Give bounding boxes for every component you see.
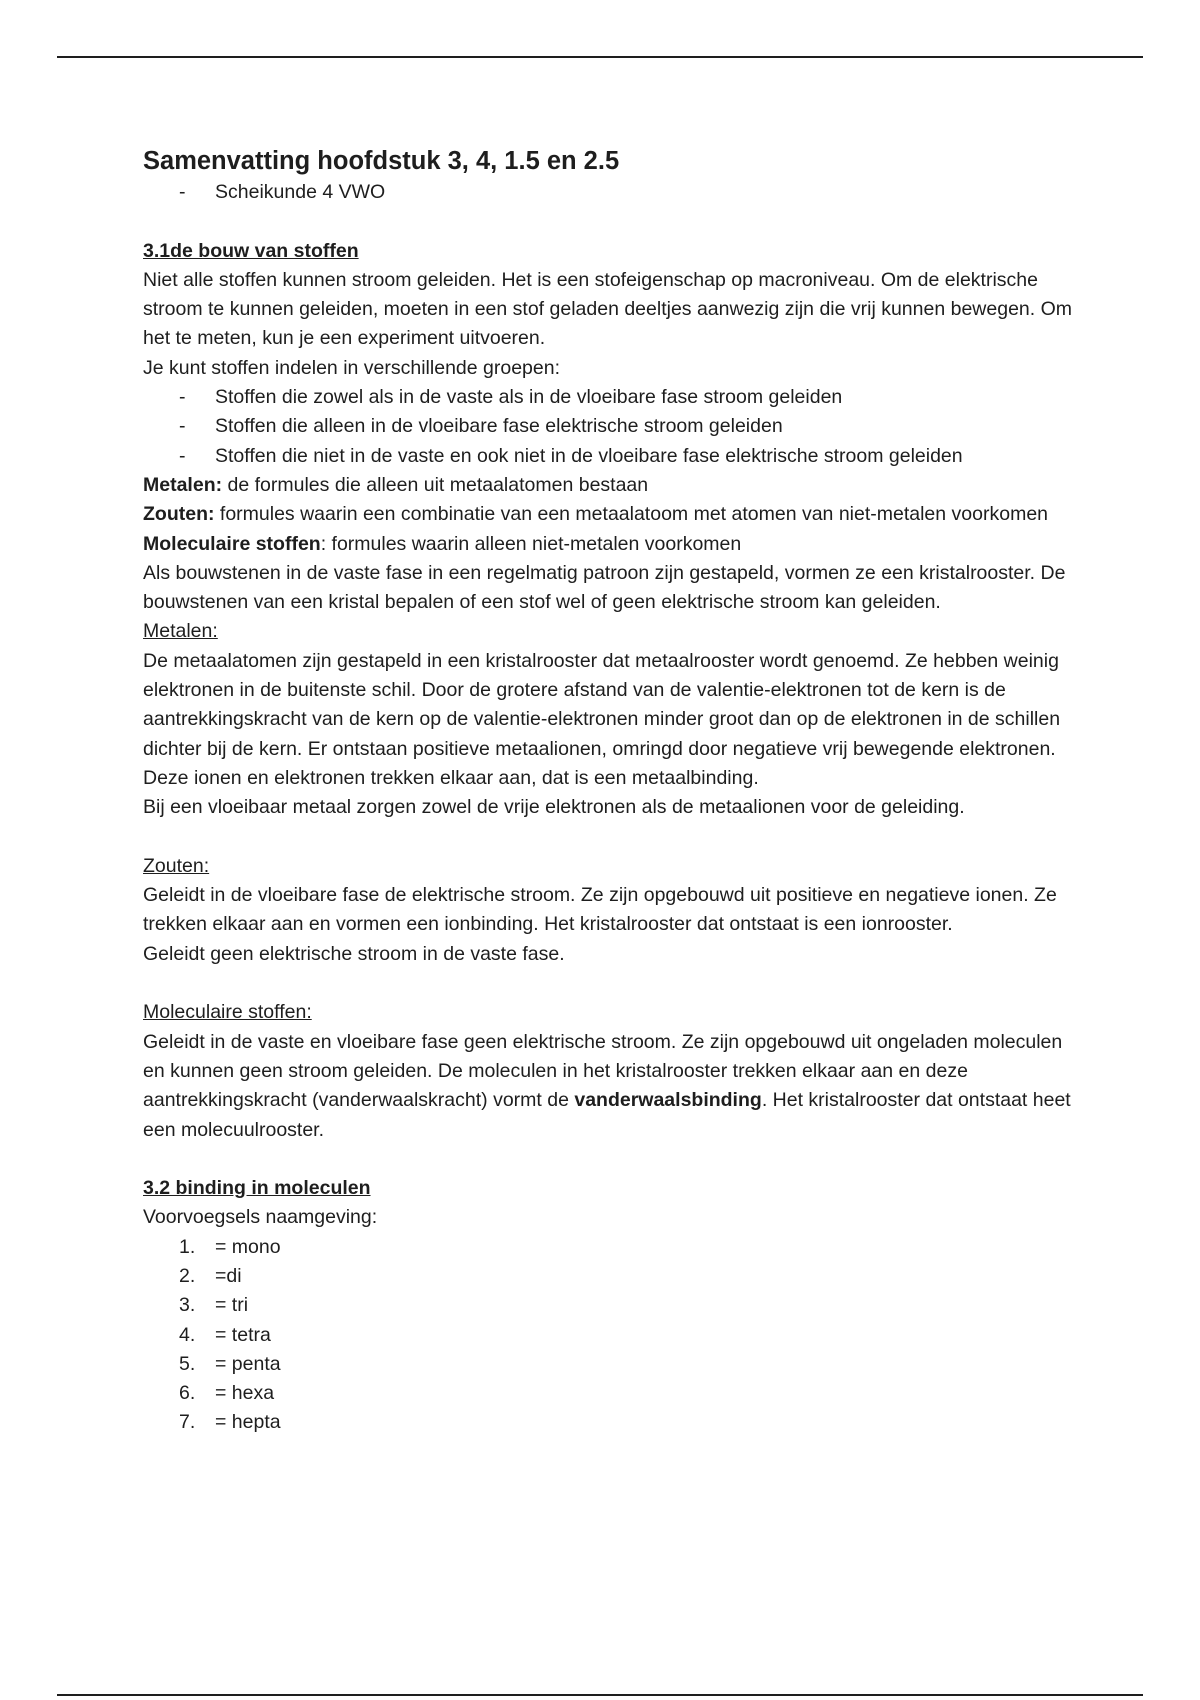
list-text: = tri — [215, 1294, 249, 1317]
list-text: = hepta — [215, 1411, 281, 1434]
zouten-paragraph: Geleidt in de vloeibare fase de elektrische stroom. Ze zijn opgebouwd uit positieve en negatieve ionen. Ze trekken elkaar aan en vormen een ionbinding. Het kristalrooster dat ontstaat is een ionrooster. — [143, 884, 1057, 936]
document-body — [143, 144, 1073, 1438]
list-text: = penta — [215, 1352, 281, 1375]
footer-rule — [57, 1694, 1143, 1696]
list-number: 2. — [179, 1264, 196, 1287]
list-item — [143, 1233, 1073, 1262]
prefix-intro: Voorvoegsels naamgeving: — [143, 1206, 378, 1229]
subtitle-item: - Scheikunde 4 VWO — [143, 178, 1073, 207]
section-heading-3-2: 3.2 binding in moleculen — [143, 1177, 371, 1200]
bold-term: vanderwaalsbinding — [574, 1089, 762, 1112]
list-number: 7. — [179, 1411, 196, 1434]
subheading-metalen: Metalen: — [143, 620, 218, 643]
definition-term: Moleculaire stoffen — [143, 532, 321, 555]
subheading-zouten: Zouten: — [143, 854, 210, 877]
intro-paragraph: Niet alle stoffen kunnen stroom geleiden. Het is een stofeigenschap op macroniveau. Om de elektrische stroom te kunnen geleiden, moeten in een stof geladen deeltjes aanwezig zijn die vrij kunnen bewegen. Om het te meten, kun je een experiment uitvoeren. — [143, 268, 1073, 350]
list-item — [143, 1262, 1073, 1291]
zouten-paragraph-2: Geleidt geen elektrische stroom in de vaste fase. — [143, 942, 565, 965]
list-item — [143, 1408, 1073, 1437]
definition-term: Metalen: — [143, 473, 223, 496]
list-item — [143, 1350, 1073, 1379]
section-heading-3-1: 3.1de bouw van stoffen — [143, 239, 359, 262]
definition-text: : formules waarin alleen niet-metalen voorkomen — [320, 532, 742, 555]
kristal-paragraph: Als bouwstenen in de vaste fase in een regelmatig patroon zijn gestapeld, vormen ze een kristalrooster. De bouwstenen van een kristal bepalen of een stof wel of geen elektrische stroom kan geleiden. — [143, 561, 1066, 614]
list-item: - Stoffen die alleen in de vloeibare fase elektrische stroom geleiden — [143, 412, 1073, 441]
text-run: Geleidt in de vaste en vloeibare fase geen elektrische stroom. Ze zijn opgebouwd uit ongeladen moleculen en kunnen geen stroom geleiden. De moleculen in het kristalrooster trekken elkaar aan en deze aantrekkingskracht (vanderwaalskracht) vormt de — [143, 1030, 1063, 1112]
list-item: - Stoffen die zowel als in de vaste als in de vloeibare fase stroom geleiden — [143, 383, 1073, 412]
list-number: 4. — [179, 1323, 196, 1346]
subheading-moleculaire-stoffen: Moleculaire stoffen: — [143, 1001, 312, 1024]
list-text: = hexa — [215, 1382, 275, 1405]
list-text: =di — [215, 1264, 242, 1287]
moleculaire-paragraph — [143, 1028, 1073, 1145]
list-number: 1. — [179, 1235, 196, 1258]
list-number: 3. — [179, 1294, 196, 1317]
metalen-paragraph: De metaalatomen zijn gestapeld in een kristalrooster dat metaalrooster wordt genoemd. Ze hebben weinig elektronen in de buitenste schil. Door de grotere afstand van de valentie-elektronen tot de kern is de aantrekkingskracht van de kern op de valentie-elektronen minder groot dan op de elektronen in de schillen dichter bij de kern. Er ontstaan positieve metaalionen, omringd door negatieve vrij bewegende elektronen. Deze ionen en elektronen trekken elkaar aan, dat is een metaalbinding. — [143, 649, 1061, 789]
list-item: - Stoffen die niet in de vaste en ook niet in de vloeibare fase elektrische stroom geleiden — [143, 442, 1073, 471]
list-number: 6. — [179, 1382, 196, 1405]
list-item — [143, 1379, 1073, 1408]
list-text: = mono — [215, 1235, 281, 1258]
list-item — [143, 1291, 1073, 1320]
definition-moleculaire-stoffen — [143, 530, 1073, 559]
text-run: . Het kristalrooster dat ontstaat heet een molecuulrooster. — [143, 1089, 1071, 1141]
definition-zouten — [143, 500, 1073, 529]
page-title: Samenvatting hoofdstuk 3, 4, 1.5 en 2.5 — [143, 147, 620, 175]
list-number: 5. — [179, 1352, 196, 1375]
header-rule — [57, 56, 1143, 58]
list-item — [143, 1321, 1073, 1350]
metalen-paragraph-2: Bij een vloeibaar metaal zorgen zowel de vrije elektronen als de metaalionen voor de geleiding. — [143, 796, 965, 819]
definition-text: de formules die alleen uit metaalatomen bestaan — [222, 473, 649, 496]
prefix-list — [143, 1233, 1073, 1438]
groups-list — [143, 383, 1073, 471]
definition-metalen — [143, 471, 1073, 500]
subtitle-list — [143, 178, 1073, 207]
groups-intro: Je kunt stoffen indelen in verschillende groepen: — [143, 356, 561, 379]
definition-text: formules waarin een combinatie van een metaalatoom met atomen van niet-metalen voorkomen — [214, 503, 1049, 526]
list-text: = tetra — [215, 1323, 271, 1346]
definition-term: Zouten: — [143, 503, 215, 526]
